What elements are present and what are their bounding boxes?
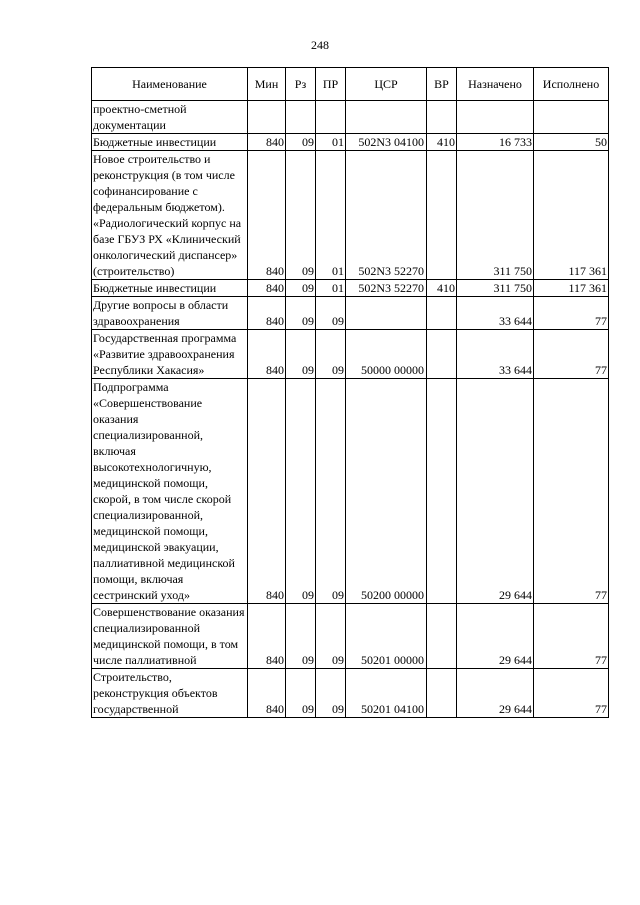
row-pr: 09 xyxy=(316,297,346,330)
row-name: Подпрограмма «Совершенствование оказания специализированной, включая высокотехнологичную, медицинской помощи, скорой, в том числе скорой специализированной, медицинской помощи, медицинской эвакуации, паллиативной медицинской помощи, включая сестринский уход» xyxy=(92,379,248,604)
row-vr xyxy=(427,297,457,330)
row-vr xyxy=(427,669,457,718)
table-row xyxy=(92,330,609,379)
table-row xyxy=(92,134,609,151)
row-pr: 09 xyxy=(316,379,346,604)
header-min: Мин xyxy=(248,68,286,101)
header-name: Наименование xyxy=(92,68,248,101)
row-vr xyxy=(427,330,457,379)
header-executed: Исполнено xyxy=(534,68,609,101)
row-name: Государственная программа «Развитие здравоохранения Республики Хакасия» xyxy=(92,330,248,379)
table-row xyxy=(92,280,609,297)
row-executed: 77 xyxy=(534,604,609,669)
row-assigned: 29 644 xyxy=(457,604,534,669)
row-pr: 09 xyxy=(316,669,346,718)
row-assigned: 29 644 xyxy=(457,379,534,604)
header-assigned: Назначено xyxy=(457,68,534,101)
row-rz: 09 xyxy=(286,134,316,151)
header-row xyxy=(92,68,609,101)
row-pr: 01 xyxy=(316,151,346,280)
row-name: Совершенствование оказания специализированной медицинской помощи, в том числе паллиативной xyxy=(92,604,248,669)
row-min: 840 xyxy=(248,669,286,718)
row-min xyxy=(248,101,286,134)
row-csr: 50200 00000 xyxy=(346,379,427,604)
row-assigned: 311 750 xyxy=(457,280,534,297)
row-name: проектно-сметной документации xyxy=(92,101,248,134)
row-csr: 502N3 04100 xyxy=(346,134,427,151)
row-executed: 77 xyxy=(534,330,609,379)
row-assigned: 33 644 xyxy=(457,330,534,379)
budget-table xyxy=(91,67,609,718)
row-min: 840 xyxy=(248,379,286,604)
row-executed xyxy=(534,101,609,134)
row-assigned xyxy=(457,101,534,134)
row-vr: 410 xyxy=(427,134,457,151)
row-min: 840 xyxy=(248,134,286,151)
row-min: 840 xyxy=(248,297,286,330)
row-assigned: 311 750 xyxy=(457,151,534,280)
row-pr xyxy=(316,101,346,134)
row-executed: 117 361 xyxy=(534,151,609,280)
page-number: 248 xyxy=(311,38,329,52)
row-rz: 09 xyxy=(286,669,316,718)
table-row xyxy=(92,297,609,330)
row-min: 840 xyxy=(248,280,286,297)
header-vr: ВР xyxy=(427,68,457,101)
row-csr: 50000 00000 xyxy=(346,330,427,379)
row-min: 840 xyxy=(248,330,286,379)
table-row xyxy=(92,669,609,718)
row-pr: 09 xyxy=(316,604,346,669)
row-pr: 01 xyxy=(316,280,346,297)
row-assigned: 29 644 xyxy=(457,669,534,718)
header-pr: ПР xyxy=(316,68,346,101)
header-csr: ЦСР xyxy=(346,68,427,101)
row-name: Бюджетные инвестиции xyxy=(92,280,248,297)
row-rz: 09 xyxy=(286,297,316,330)
row-vr xyxy=(427,101,457,134)
table-row xyxy=(92,101,609,134)
row-csr: 50201 00000 xyxy=(346,604,427,669)
row-assigned: 33 644 xyxy=(457,297,534,330)
row-name: Строительство, реконструкция объектов государственной xyxy=(92,669,248,718)
row-name: Бюджетные инвестиции xyxy=(92,134,248,151)
table-row xyxy=(92,151,609,280)
row-csr: 502N3 52270 xyxy=(346,151,427,280)
row-rz: 09 xyxy=(286,379,316,604)
row-vr xyxy=(427,379,457,604)
row-name: Другие вопросы в области здравоохранения xyxy=(92,297,248,330)
row-csr xyxy=(346,297,427,330)
row-pr: 01 xyxy=(316,134,346,151)
row-executed: 117 361 xyxy=(534,280,609,297)
row-rz: 09 xyxy=(286,280,316,297)
row-executed: 77 xyxy=(534,297,609,330)
header-rz: Рз xyxy=(286,68,316,101)
row-csr: 50201 04100 xyxy=(346,669,427,718)
row-csr: 502N3 52270 xyxy=(346,280,427,297)
row-vr xyxy=(427,604,457,669)
table-row xyxy=(92,604,609,669)
row-name: Новое строительство и реконструкция (в том числе софинансирование с федеральным бюджетом). «Радиологический корпус на базе ГБУЗ РХ «Клинический онкологический диспансер» (строительство) xyxy=(92,151,248,280)
row-executed: 77 xyxy=(534,379,609,604)
row-rz xyxy=(286,101,316,134)
row-rz: 09 xyxy=(286,151,316,280)
table-row xyxy=(92,379,609,604)
row-pr: 09 xyxy=(316,330,346,379)
row-executed: 50 xyxy=(534,134,609,151)
row-min: 840 xyxy=(248,604,286,669)
row-vr: 410 xyxy=(427,280,457,297)
row-rz: 09 xyxy=(286,330,316,379)
row-executed: 77 xyxy=(534,669,609,718)
row-assigned: 16 733 xyxy=(457,134,534,151)
row-vr xyxy=(427,151,457,280)
row-rz: 09 xyxy=(286,604,316,669)
row-min: 840 xyxy=(248,151,286,280)
row-csr xyxy=(346,101,427,134)
